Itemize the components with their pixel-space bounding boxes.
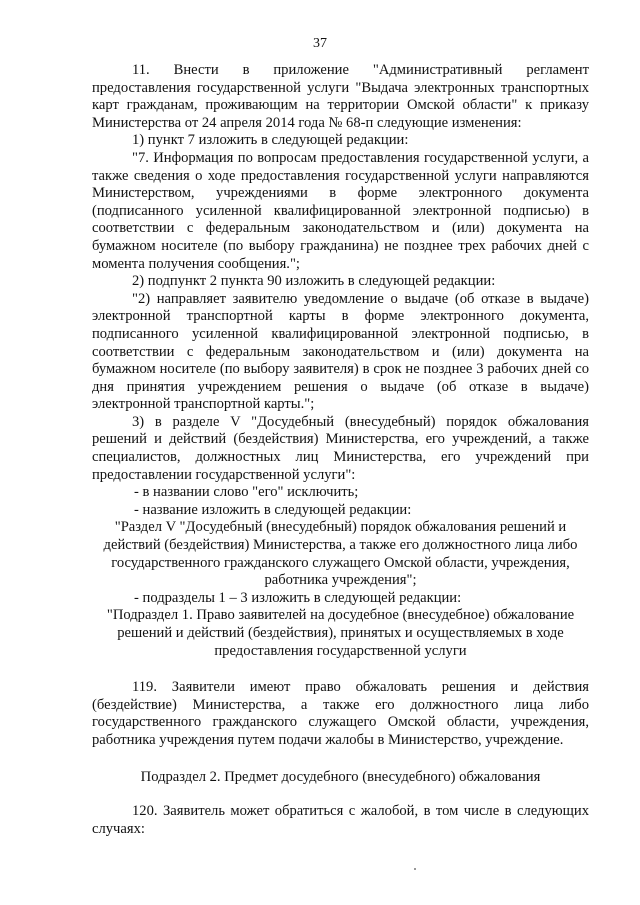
paragraph-clause-90-2: "2) направляет заявителю уведомление о выдаче (об отказе в выдаче) электронной транспортной карты в форме электронного документа, подписанного усиленной квалифицированной электронной подписью, в соответствии с федеральным законодательством и (или) документа на бумажном носителе (по выбору заявителя) в срок не позднее 3 рабочих дней со дня принятия учреждением решения о выдаче (об отказе в выдаче) электронной транспортной карты."; — [92, 290, 589, 413]
paragraph-item-11: 11. Внести в приложение "Административный регламент предоставления государственной услуги "Выдача электронных транспортных карт гражданам, проживающим на территории Омской области" к приказу Министерства от 24 апреля 2014 года № 68-п следующие изменения: — [92, 62, 589, 131]
scan-speck — [414, 868, 416, 870]
paragraph-clause-119: 119. Заявители имеют право обжаловать решения и действия (бездействие) Министерства, а также его должностного лица либо государственного гражданского служащего Омской области, учреждения, работника учреждения путем подачи жалобы в Министерство, учреждение. — [92, 679, 589, 748]
dash-item-title-new: - название изложить в следующей редакции: — [134, 501, 412, 518]
page-number: 37 — [313, 36, 327, 51]
paragraph-subitem-3: 3) в разделе V "Досудебный (внесудебный) порядок обжалования решений и действий (бездействия) Министерства, его учреждений, а также специалистов, должностных лиц Министерства, его учреждений при предоставлении государственной услуги": — [92, 413, 589, 483]
dash-item-subsections: - подразделы 1 – 3 изложить в следующей редакции: — [134, 589, 462, 606]
subsection-2-heading: Подраздел 2. Предмет досудебного (внесудебного) обжалования — [140, 768, 541, 785]
paragraph-clause-120: 120. Заявитель может обратиться с жалобой, в том числе в следующих случаях: — [92, 803, 589, 837]
spacer — [92, 750, 589, 769]
subsection-1-heading: "Подраздел 1. Право заявителей на досудебное (внесудебное) обжалование решений и действий (бездействия), принятых и осуществляемых в ходе предоставления государственной услуги — [106, 607, 575, 659]
section-v-new-title: "Раздел V "Досудебный (внесудебный) порядок обжалования решений и действий (бездействия) Министерства, а также его должностного лица либо государственного гражданского служащего Омской области, учреждения, работника учреждения"; — [103, 519, 578, 589]
spacer — [92, 660, 589, 679]
dash-item-title-remove: - в названии слово "его" исключить; — [134, 484, 359, 501]
spacer — [92, 786, 589, 803]
paragraph-subitem-2: 2) подпункт 2 пункта 90 изложить в следующей редакции: — [132, 273, 496, 290]
document-body — [92, 62, 589, 838]
paragraph-subitem-1: 1) пункт 7 изложить в следующей редакции: — [132, 132, 409, 149]
paragraph-clause-7: "7. Информация по вопросам предоставления государственной услуги, а также сведения о ходе предоставления государственной услуги направляются Министерством, учреждениями в форме электронного документа (подписанного усиленной квалифицированной электронной подписью) в соответствии с федеральным законодательством и (или) документа на бумажном носителе (по выбору гражданина) не позднее трех рабочих дней с момента получения сообщения."; — [92, 149, 589, 272]
